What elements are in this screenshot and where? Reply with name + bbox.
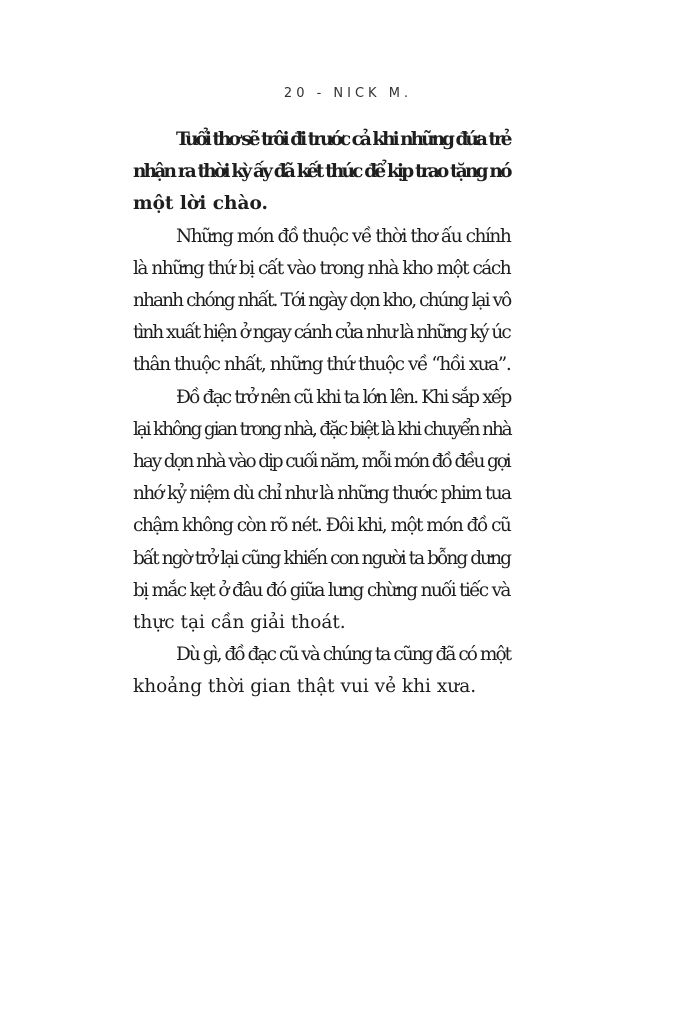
text-line: Tuổi thơ sẽ trôi đi trước cả khi những đứa trẻ: [176, 129, 510, 150]
text-line: tình xuất hiện ở ngay cánh cửa như là những ký úc: [133, 322, 510, 344]
paragraph-1: [133, 124, 553, 221]
text-line: chậm không còn rõ nét. Đôi khi, một món đồ cũ: [133, 515, 511, 537]
text-line: nhớ kỷ niệm dù chỉ như là những thước phim tua: [133, 483, 511, 505]
text-line: Đồ đạc trở nên cũ khi ta lớn lên. Khi sắp xếp: [176, 386, 511, 408]
paragraph-3: [133, 382, 553, 640]
text-line: hay dọn nhà vào dịp cuối năm, mỗi món đồ đều gợi: [133, 451, 510, 473]
body-text: [133, 124, 553, 704]
text-line: bị mắc kẹt ở đâu đó giữa lưng chừng nuối tiếc và: [133, 579, 510, 601]
text-line: một lời chào.: [133, 193, 268, 215]
text-line: nhanh chóng nhất. Tới ngày dọn kho, chúng lại vô: [133, 290, 511, 312]
text-line: thân thuộc nhất, những thứ thuộc về “hồi xưa”.: [133, 354, 511, 376]
text-line: là những thứ bị cất vào trong nhà kho một cách: [133, 257, 511, 279]
text-line: nhận ra thời kỳ ấy đã kết thúc để kịp trao tặng nó: [133, 161, 510, 183]
paragraph-2: [133, 221, 553, 382]
text-line: khoảng thời gian thật vui vẻ khi xưa.: [133, 676, 477, 698]
text-line: Những món đồ thuộc về thời thơ ấu chính: [176, 225, 511, 247]
text-line: bất ngờ trở lại cũng khiến con người ta bỗng dưng: [133, 547, 511, 569]
text-line: lại không gian trong nhà, đặc biệt là khi chuyển nhà: [133, 418, 511, 440]
running-header: 20 - NICK M.: [283, 86, 413, 101]
paragraph-4: [133, 639, 553, 703]
text-line: Dù gì, đồ đạc cũ và chúng ta cũng đã có một: [176, 644, 511, 666]
text-line: thực tại cần giải thoát.: [133, 612, 346, 634]
